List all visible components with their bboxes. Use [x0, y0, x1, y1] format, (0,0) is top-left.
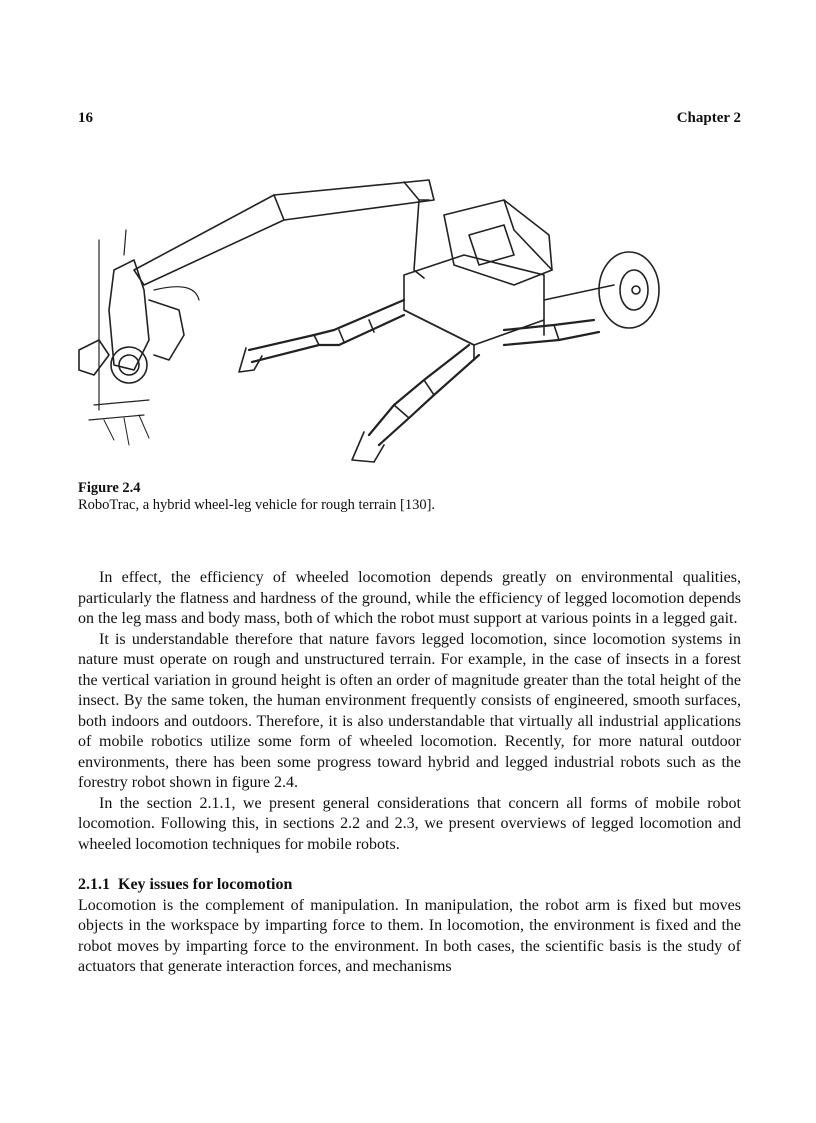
paragraph-2: It is understandable therefore that nature favors legged locomotion, since locomotion systems in nature must operate on rough and unstructured terrain. For example, in the case of insects in a forest the vertical variation in ground height is often an order of magnitude greater than the total height of the insect. By the same token, the human environment frequently consists of engineered, smooth surfaces, both indoors and outdoors. Therefore, it is also understandable that virtually all industrial applications of mobile robotics utilize some form of wheeled locomotion. Recently, for more natural outdoor environments, there has been some progress toward hybrid and legged industrial robots such as the forestry robot shown in figure 2.4.: [78, 630, 741, 791]
section-paragraph: Locomotion is the complement of manipulation. In manipulation, the robot arm is fixed but moves objects in the workspace by imparting force to them. In locomotion, the environment is fixed and the robot moves by imparting force to the environment. In both cases, the scientific basis is the study of actuators that generate interaction forces, and mechanisms: [78, 896, 741, 975]
figure-label: Figure 2.4: [78, 480, 141, 496]
figure-caption: [78, 480, 741, 514]
robotrac-illustration: [74, 160, 664, 470]
paragraph-3: In the section 2.1.1, we present general considerations that concern all forms of mobile robot locomotion. Following this, in sections 2.2 and 2.3, we present overviews of legged locomotion and wheeled locomotion techniques for mobile robots.: [78, 794, 741, 853]
page-number: 16: [78, 110, 93, 126]
page-header: [78, 110, 741, 130]
chapter-title: Chapter 2: [676, 110, 741, 126]
section-number: 2.1.1: [78, 876, 110, 893]
body-text: [78, 568, 741, 978]
section-title: Key issues for locomotion: [118, 876, 293, 893]
robotrac-figure: [74, 160, 664, 470]
paragraph-1: In effect, the efficiency of wheeled locomotion depends greatly on environmental qualities, particularly the flatness and hardness of the ground, while the efficiency of legged locomotion depends on the leg mass and body mass, both of which the robot must support at various points in a legged gait.: [78, 569, 741, 627]
figure-caption-text: RoboTrac, a hybrid wheel-leg vehicle for rough terrain [130].: [78, 497, 436, 513]
section-heading: [78, 875, 741, 896]
